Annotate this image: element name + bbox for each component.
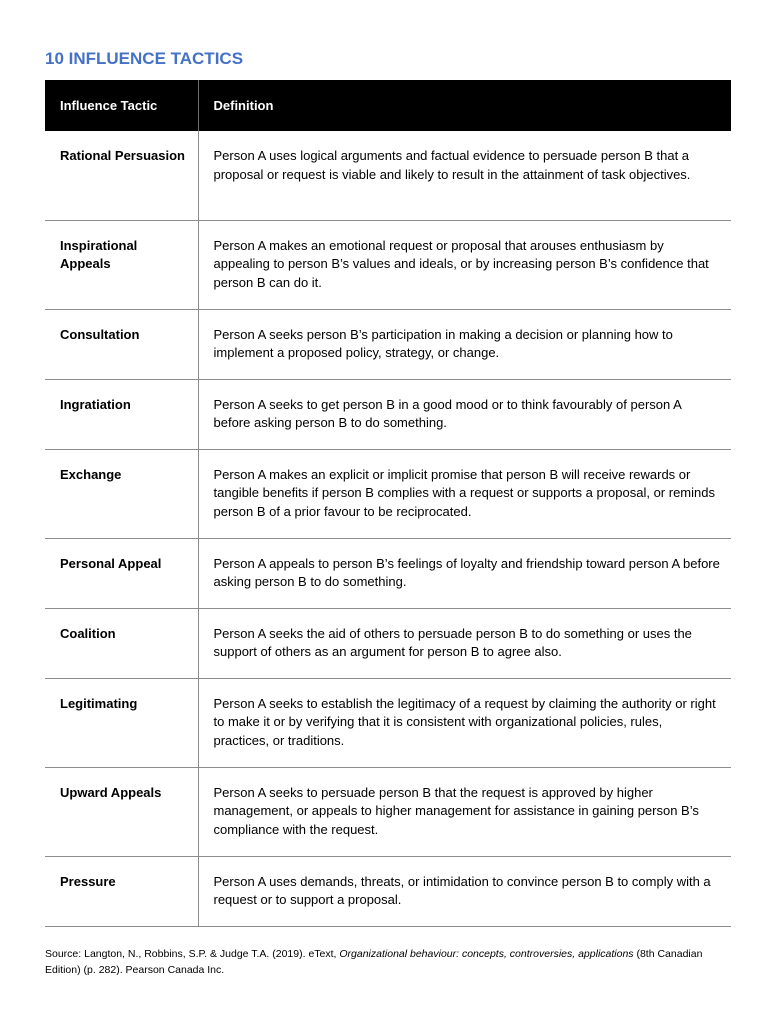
table-row: [45, 131, 731, 220]
table-row: [45, 538, 731, 608]
tactic-name: Coalition: [45, 608, 198, 678]
tactic-definition: Person A makes an emotional request or proposal that arouses enthusiasm by appealing to person B’s values and ideals, or by increasing person B’s confidence that person B can do it.: [198, 220, 731, 309]
tactic-definition: Person A uses demands, threats, or intimidation to convince person B to comply with a request or to support a proposal.: [198, 856, 731, 926]
source-citation: [45, 946, 731, 978]
table-row: [45, 856, 731, 926]
influence-tactics-table: [45, 80, 731, 927]
table-header: [45, 80, 731, 131]
tactic-name: Inspirational Appeals: [45, 220, 198, 309]
table-header-row: [45, 80, 731, 131]
tactic-definition: Person A seeks person B’s participation in making a decision or planning how to implement a proposed policy, strategy, or change.: [198, 309, 731, 379]
table-row: [45, 220, 731, 309]
column-header-definition: Definition: [198, 80, 731, 131]
tactic-definition: Person A seeks to persuade person B that the request is approved by higher management, or appeals to higher management for assistance in gaining person B’s compliance with the request.: [198, 767, 731, 856]
tactic-name: Legitimating: [45, 678, 198, 767]
tactic-name: Upward Appeals: [45, 767, 198, 856]
tactic-name: Pressure: [45, 856, 198, 926]
tactic-name: Rational Persuasion: [45, 131, 198, 220]
column-header-influence-tactic: Influence Tactic: [45, 80, 198, 131]
tactic-definition: Person A seeks to establish the legitimacy of a request by claiming the authority or right to make it or by verifying that it is consistent with organizational policies, rules, practices, or traditions.: [198, 678, 731, 767]
tactic-name: Ingratiation: [45, 379, 198, 449]
table-row: [45, 767, 731, 856]
page-title: 10 INFLUENCE TACTICS: [45, 49, 244, 68]
table-body: [45, 131, 731, 926]
table-row: [45, 379, 731, 449]
tactic-definition: Person A makes an explicit or implicit promise that person B will receive rewards or tangible benefits if person B complies with a request or supports a proposal, or reminds person B of a prior favour to be reciprocated.: [198, 449, 731, 538]
tactic-name: Consultation: [45, 309, 198, 379]
tactic-definition: Person A uses logical arguments and factual evidence to persuade person B that a proposal or request is viable and likely to result in the attainment of task objectives.: [198, 131, 731, 220]
source-citation-suffix: (8th Canadian Edition) (p. 282). Pearson Canada Inc.: [45, 948, 703, 976]
tactic-definition: Person A appeals to person B’s feelings of loyalty and friendship toward person A before asking person B to do something.: [198, 538, 731, 608]
tactic-definition: Person A seeks to get person B in a good mood or to think favourably of person A before asking person B to do something.: [198, 379, 731, 449]
tactic-definition: Person A seeks the aid of others to persuade person B to do something or uses the support of others as an argument for person B to agree also.: [198, 608, 731, 678]
source-citation-prefix: Source: Langton, N., Robbins, S.P. & Judge T.A. (2019). eText,: [45, 948, 340, 960]
table-row: [45, 449, 731, 538]
table-row: [45, 678, 731, 767]
tactic-name: Exchange: [45, 449, 198, 538]
table-row: [45, 608, 731, 678]
source-book-title: Organizational behaviour: concepts, controversies, applications: [339, 948, 634, 960]
tactic-name: Personal Appeal: [45, 538, 198, 608]
table-row: [45, 309, 731, 379]
